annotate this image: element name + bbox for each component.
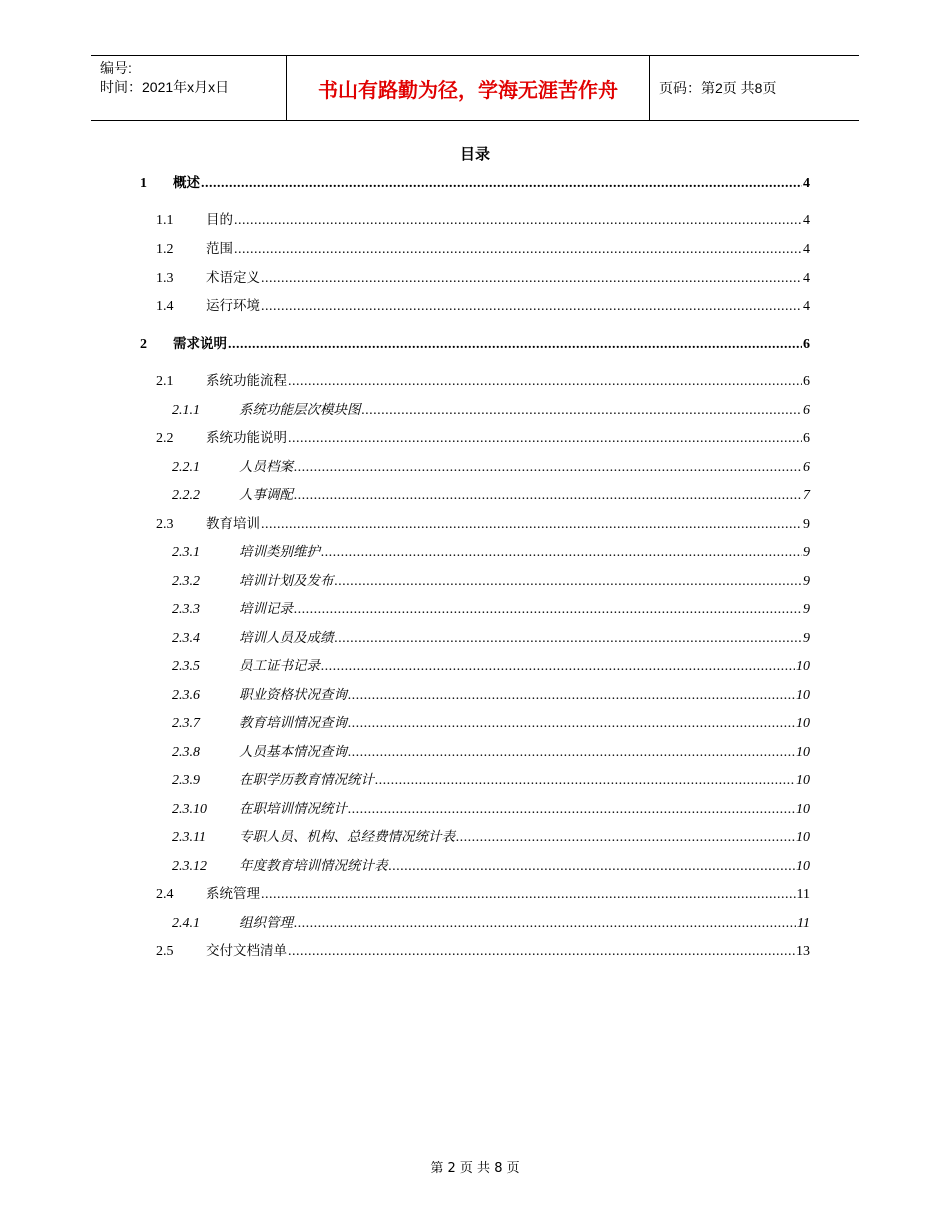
header-motto: 书山有路勤为径，学海无涯苦作舟 — [286, 56, 650, 120]
toc-entry-number: 2.3.1 — [172, 545, 200, 560]
toc-entry-page: 6 — [803, 337, 810, 352]
toc-entry[interactable] — [156, 882, 810, 902]
toc-entry[interactable] — [156, 939, 810, 959]
toc-entry-number: 2.4.1 — [172, 916, 200, 931]
toc-entry-number: 2.3.6 — [172, 688, 200, 703]
toc-leader-dots — [335, 574, 803, 590]
toc-entry[interactable] — [172, 825, 810, 845]
toc-entry-number: 2.3.12 — [172, 859, 207, 874]
toc-leader-dots — [335, 631, 803, 647]
toc-entry-page: 10 — [796, 659, 810, 674]
header-page-label: 页码：第2页 共8页 — [659, 80, 777, 96]
toc-entry-page: 10 — [796, 859, 810, 874]
toc-leader-dots — [294, 488, 802, 504]
toc-entry-number: 2.2.1 — [172, 460, 200, 475]
toc-entry[interactable] — [172, 854, 810, 874]
header-meta — [91, 56, 286, 120]
toc-entry[interactable] — [156, 266, 810, 286]
toc-entry-number: 1 — [140, 176, 147, 191]
toc-entry-number: 2.3.3 — [172, 602, 200, 617]
toc-leader-dots — [261, 299, 802, 315]
toc-leader-dots — [348, 802, 795, 818]
time-label: 时间：2021年x月x日 — [100, 79, 230, 95]
toc-leader-dots — [201, 176, 802, 192]
toc-entry-text: 范围 — [206, 241, 233, 257]
toc-entry[interactable] — [156, 208, 810, 228]
serial-label: 编号: — [100, 60, 132, 76]
toc-entry-page: 10 — [796, 773, 810, 788]
toc-entry[interactable] — [172, 797, 810, 817]
toc-entry[interactable] — [156, 512, 810, 532]
toc-entry-number: 1.2 — [156, 242, 174, 257]
toc-entry-text: 概述 — [173, 175, 200, 191]
toc-title: 目录 — [459, 145, 490, 163]
toc-entry-text: 系统功能层次模块图 — [239, 402, 361, 418]
toc-leader-dots — [294, 460, 802, 476]
toc-entry-number: 2.1 — [156, 374, 174, 389]
toc-entry-page: 10 — [796, 688, 810, 703]
toc-entry-number: 2.4 — [156, 887, 174, 902]
toc-entry[interactable] — [156, 294, 810, 314]
toc-entry[interactable] — [172, 398, 810, 418]
toc-entry-page: 9 — [803, 631, 810, 646]
toc-entry-text: 在职培训情况统计 — [239, 801, 347, 817]
toc-entry-page: 11 — [797, 916, 810, 931]
toc-entry-page: 7 — [803, 488, 810, 503]
toc-entry[interactable] — [172, 683, 810, 703]
toc-leader-dots — [261, 887, 796, 903]
toc-entry[interactable] — [172, 654, 810, 674]
toc-entry-number: 2.3.10 — [172, 802, 207, 817]
toc-entry-number: 2.1.1 — [172, 403, 200, 418]
toc-entry[interactable] — [156, 237, 810, 257]
toc-entry-page: 9 — [803, 517, 810, 532]
toc-entry-number: 1.3 — [156, 271, 174, 286]
toc-entry-number: 2.3.9 — [172, 773, 200, 788]
toc-entry-number: 2.2.2 — [172, 488, 200, 503]
toc-entry-page: 6 — [803, 460, 810, 475]
toc-leader-dots — [234, 242, 802, 258]
toc-entry-number: 2.3.11 — [172, 830, 206, 845]
toc-entry-text: 员工证书记录 — [239, 658, 320, 674]
toc-entry-text: 系统管理 — [206, 886, 260, 902]
toc-entry[interactable] — [172, 540, 810, 560]
toc-entry-text: 培训计划及发布 — [239, 573, 334, 589]
toc-entry[interactable] — [156, 369, 810, 389]
toc-leader-dots — [321, 659, 795, 675]
toc-entry[interactable] — [172, 455, 810, 475]
toc-entry-text: 组织管理 — [239, 915, 293, 931]
toc-entry-text: 人员档案 — [239, 459, 293, 475]
toc-leader-dots — [261, 517, 802, 533]
toc-entry-page: 10 — [796, 745, 810, 760]
toc-leader-dots — [375, 773, 795, 789]
toc-entry-number: 2.3 — [156, 517, 174, 532]
toc-entry-text: 目的 — [206, 212, 233, 228]
toc-entry-page: 4 — [803, 271, 810, 286]
toc-leader-dots — [294, 602, 802, 618]
toc-leader-dots — [362, 403, 803, 419]
toc-entry-number: 2.5 — [156, 944, 174, 959]
toc-leader-dots — [228, 337, 802, 353]
toc-entry-number: 2.3.2 — [172, 574, 200, 589]
toc-entry-page: 9 — [803, 602, 810, 617]
toc-leader-dots — [261, 271, 802, 287]
toc-entry-text: 人事调配 — [239, 487, 293, 503]
toc-entry-page: 4 — [803, 242, 810, 257]
toc-entry-page: 10 — [796, 802, 810, 817]
toc-entry[interactable] — [172, 911, 810, 931]
toc-entry-number: 2.3.7 — [172, 716, 200, 731]
toc-entry-page: 4 — [803, 213, 810, 228]
toc-entry-number: 2.3.5 — [172, 659, 200, 674]
toc-entry[interactable] — [172, 768, 810, 788]
toc-leader-dots — [456, 830, 795, 846]
toc-entry[interactable] — [172, 483, 810, 503]
toc-entry-page: 6 — [803, 431, 810, 446]
toc-leader-dots — [288, 374, 802, 390]
toc-entry-number: 1.4 — [156, 299, 174, 314]
toc-entry-page: 13 — [796, 944, 810, 959]
toc-leader-dots — [294, 916, 796, 932]
toc-leader-dots — [288, 944, 795, 960]
toc-leader-dots — [348, 688, 795, 704]
toc-entry-number: 2 — [140, 337, 147, 352]
toc-entry-text: 系统功能流程 — [206, 373, 287, 389]
toc-entry-text: 系统功能说明 — [206, 430, 287, 446]
toc-leader-dots — [288, 431, 802, 447]
toc-entry[interactable] — [140, 171, 810, 191]
toc-entry-text: 培训人员及成绩 — [239, 630, 334, 646]
toc-entry-page: 10 — [796, 830, 810, 845]
toc-entry-page: 10 — [796, 716, 810, 731]
toc-entry-page: 6 — [803, 374, 810, 389]
toc-entry-text: 年度教育培训情况统计表 — [239, 858, 388, 874]
toc-entry[interactable] — [172, 740, 810, 760]
toc-entry-page: 6 — [803, 403, 810, 418]
toc-entry-text: 需求说明 — [173, 336, 227, 352]
toc-entry-number: 2.2 — [156, 431, 174, 446]
page-header — [91, 55, 859, 121]
toc-entry-text: 在职学历教育情况统计 — [239, 772, 374, 788]
toc-entry[interactable] — [140, 332, 810, 352]
toc-leader-dots — [348, 745, 795, 761]
toc-entry-text: 职业资格状况查询 — [239, 687, 347, 703]
toc-entry-text: 运行环境 — [206, 298, 260, 314]
toc-entry-text: 教育培训 — [206, 516, 260, 532]
toc-entry-page: 4 — [803, 299, 810, 314]
toc-entry-page: 4 — [803, 176, 810, 191]
toc-leader-dots — [348, 716, 795, 732]
toc-entry[interactable] — [172, 597, 810, 617]
toc-entry-text: 专职人员、机构、总经费情况统计表 — [239, 829, 455, 845]
toc-entry-text: 教育培训情况查询 — [239, 715, 347, 731]
toc-leader-dots — [321, 545, 802, 561]
toc-entry-text: 人员基本情况查询 — [239, 744, 347, 760]
toc-entry-page: 9 — [803, 545, 810, 560]
toc-entry[interactable] — [172, 626, 810, 646]
page-footer: 第 2 页 共 8 页 — [430, 1161, 520, 1176]
toc-entry[interactable] — [172, 711, 810, 731]
toc-entry-page: 9 — [803, 574, 810, 589]
toc-entry-text: 术语定义 — [206, 270, 260, 286]
toc-entry[interactable] — [156, 426, 810, 446]
toc-entry-number: 2.3.8 — [172, 745, 200, 760]
toc-entry-number: 1.1 — [156, 213, 174, 228]
toc-entry[interactable] — [172, 569, 810, 589]
toc-leader-dots — [234, 213, 802, 229]
toc-entry-text: 培训类别维护 — [239, 544, 320, 560]
toc-entry-number: 2.3.4 — [172, 631, 200, 646]
toc-leader-dots — [389, 859, 796, 875]
toc-entry-page: 11 — [796, 887, 810, 902]
toc-entry-text: 交付文档清单 — [206, 943, 287, 959]
toc-entry-text: 培训记录 — [239, 601, 293, 617]
